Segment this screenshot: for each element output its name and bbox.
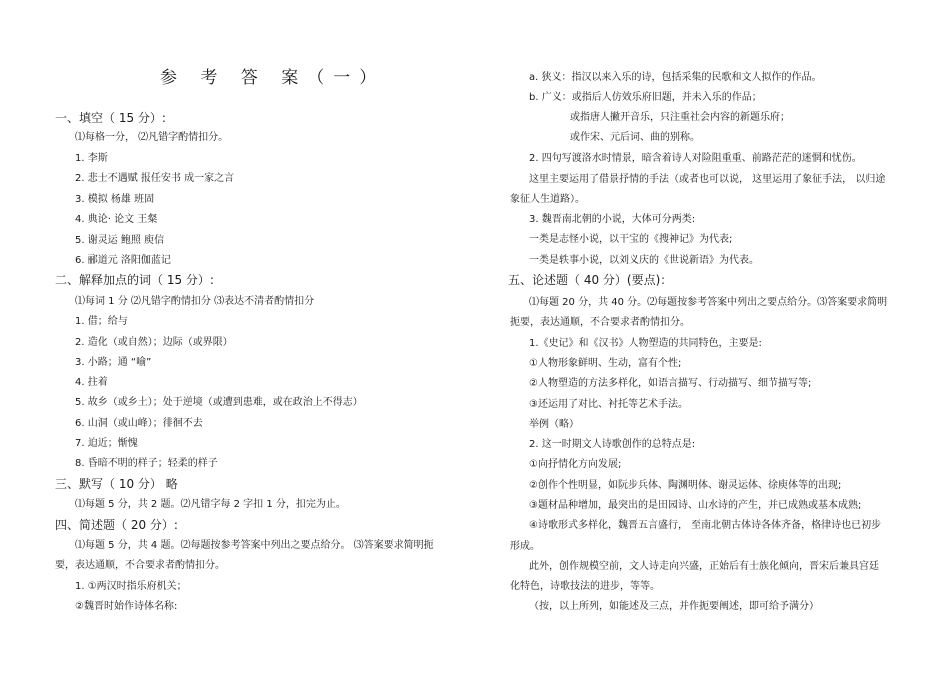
answer-line: 3. 模拟 杨雄 班固 (75, 194, 155, 205)
answer-line: 2. 悲士不遇赋 报任安书 成一家之言 (75, 173, 235, 184)
answer-line: a. 狭义：指汉以来入乐的诗，包括采集的民歌和文人拟作的作品。 (529, 72, 822, 83)
answer-line: ①人物形象鲜明、生动，富有个性; (529, 358, 682, 369)
answer-line: 5. 谢灵运 鲍照 庾信 (75, 235, 165, 246)
answer-line: 举例（略） (529, 419, 579, 430)
answer-line: 6. 郦道元 洛阳伽蓝记 (75, 255, 171, 266)
page-title: 参 考 答 案（一） (160, 68, 386, 88)
answer-line: 6. 山洞（或山峰）；徘徊不去 (75, 418, 203, 429)
answer-line: 象征人生道路）。 (510, 194, 585, 205)
answer-line: ③还运用了对比、衬托等艺术手法。 (529, 399, 688, 410)
answer-line: 形成。 (510, 541, 540, 552)
answer-line: 7. 迫近；惭愧 (75, 438, 138, 449)
answer-line: ④诗歌形式多样化，魏晋五言盛行， 至南北朝古体诗各体齐备，格律诗也已初步 (529, 520, 882, 531)
answer-line: ③题材品种增加，最突出的是田园诗、山水诗的产生，并已成熟或基本成熟; (529, 500, 862, 511)
answer-line: ⑴每格一分， ⑵凡错字酌情扣分。 (75, 132, 229, 143)
answer-line: 2. 这一时期文人诗歌创作的总特点是: (529, 439, 696, 450)
answer-line: ⑴每词 1 分 ⑵凡错字酌情扣分 ⑶表达不清者酌情扣分 (75, 296, 315, 307)
answer-line: 2. 造化（或自然）；边际（或界限） (75, 337, 233, 348)
answer-line: （按，以上所列，如能述及三点，并作扼要阐述，即可给予满分） (529, 601, 819, 612)
answer-line: 4. 拄着 (75, 377, 108, 388)
answer-line: 2. 四句写渡洛水时情景，暗含着诗人对险阻重重、前路茫茫的迷惘和忧伤。 (529, 153, 862, 164)
section-heading: 一、填空（ 15 分）: (55, 111, 166, 125)
section-heading: 三、默写（ 10 分） 略 (55, 477, 178, 491)
answer-line: 1. ①两汉时指乐府机关； (75, 581, 187, 592)
answer-line: ②魏晋时始作诗体名称: (75, 601, 178, 612)
answer-line: 一类是志怪小说，以干宝的《搜神记》为代表; (529, 234, 733, 245)
answer-line: 1. 李斯 (75, 153, 108, 164)
answer-line: 5. 故乡（或乡土）；处于逆境（或遭到患难，或在政治上不得志） (75, 397, 363, 408)
answer-line: 化特色，诗歌技法的进步，等等。 (510, 581, 660, 592)
answer-line: ①向抒情化方向发展; (529, 459, 622, 470)
answer-line: 一类是轶事小说，以刘义庆的《世说新语》为代表。 (529, 255, 759, 266)
answer-line: ⑴每题 5 分，共 4 题。⑵每题按参考答案中列出之要点给分。 ⑶答案要求简明扼 (75, 540, 434, 551)
section-heading: 五、论述题（ 40 分）(要点)： (508, 273, 673, 287)
answer-line: 要，表达通顺，不合要求者酌情扣分。 (55, 560, 225, 571)
answer-line: 1.《史记》和《汉书》人物塑造的共同特色，主要是: (529, 338, 762, 349)
answer-line: 1. 借；给与 (75, 316, 128, 327)
answer-line: 3. 魏晋南北朝的小说，大体可分两类: (529, 214, 696, 225)
answer-line: ②人物塑造的方法多样化，如语言描写、行动描写、细节描写等; (529, 378, 812, 389)
answer-line: ⑴每题 20 分，共 40 分。⑵每题按参考答案中列出之要点给分。⑶答案要求简明 (529, 297, 888, 308)
answer-line: 3. 小路；通 “喻” (75, 357, 152, 368)
answer-line: 8. 昏暗不明的样子；轻柔的样子 (75, 458, 218, 469)
answer-line: 4. 典论· 论文 王粲 (75, 214, 158, 225)
answer-line: ⑴每题 5 分，共 2 题。⑵凡错字每 2 字扣 1 分，扣完为止。 (75, 499, 346, 510)
answer-line: 扼要，表达通顺，不合要求者酌情扣分。 (510, 317, 690, 328)
section-heading: 二、解释加点的词（ 15 分）: (55, 273, 214, 287)
answer-line: b. 广义：或指后人仿效乐府旧题，并未入乐的作品； (529, 92, 762, 103)
answer-line: 或指唐人撇开音乐，只注重社会内容的新题乐府； (570, 112, 790, 123)
answer-line: 这里主要运用了借景抒情的手法（或者也可以说， 这里运用了象征手法， 以归途 (529, 174, 886, 185)
answer-line: 或作宋、元后词、曲的别称。 (570, 132, 700, 143)
section-heading: 四、简述题（ 20 分）: (55, 518, 178, 532)
answer-line: ②创作个性明显，如阮步兵体、陶渊明体、谢灵运体、徐庾体等的出现; (529, 480, 842, 491)
answer-line: 此外，创作规模空前，文人诗走向兴盛，正始后有士族化倾向，晋宋后兼具宫廷 (529, 561, 879, 572)
